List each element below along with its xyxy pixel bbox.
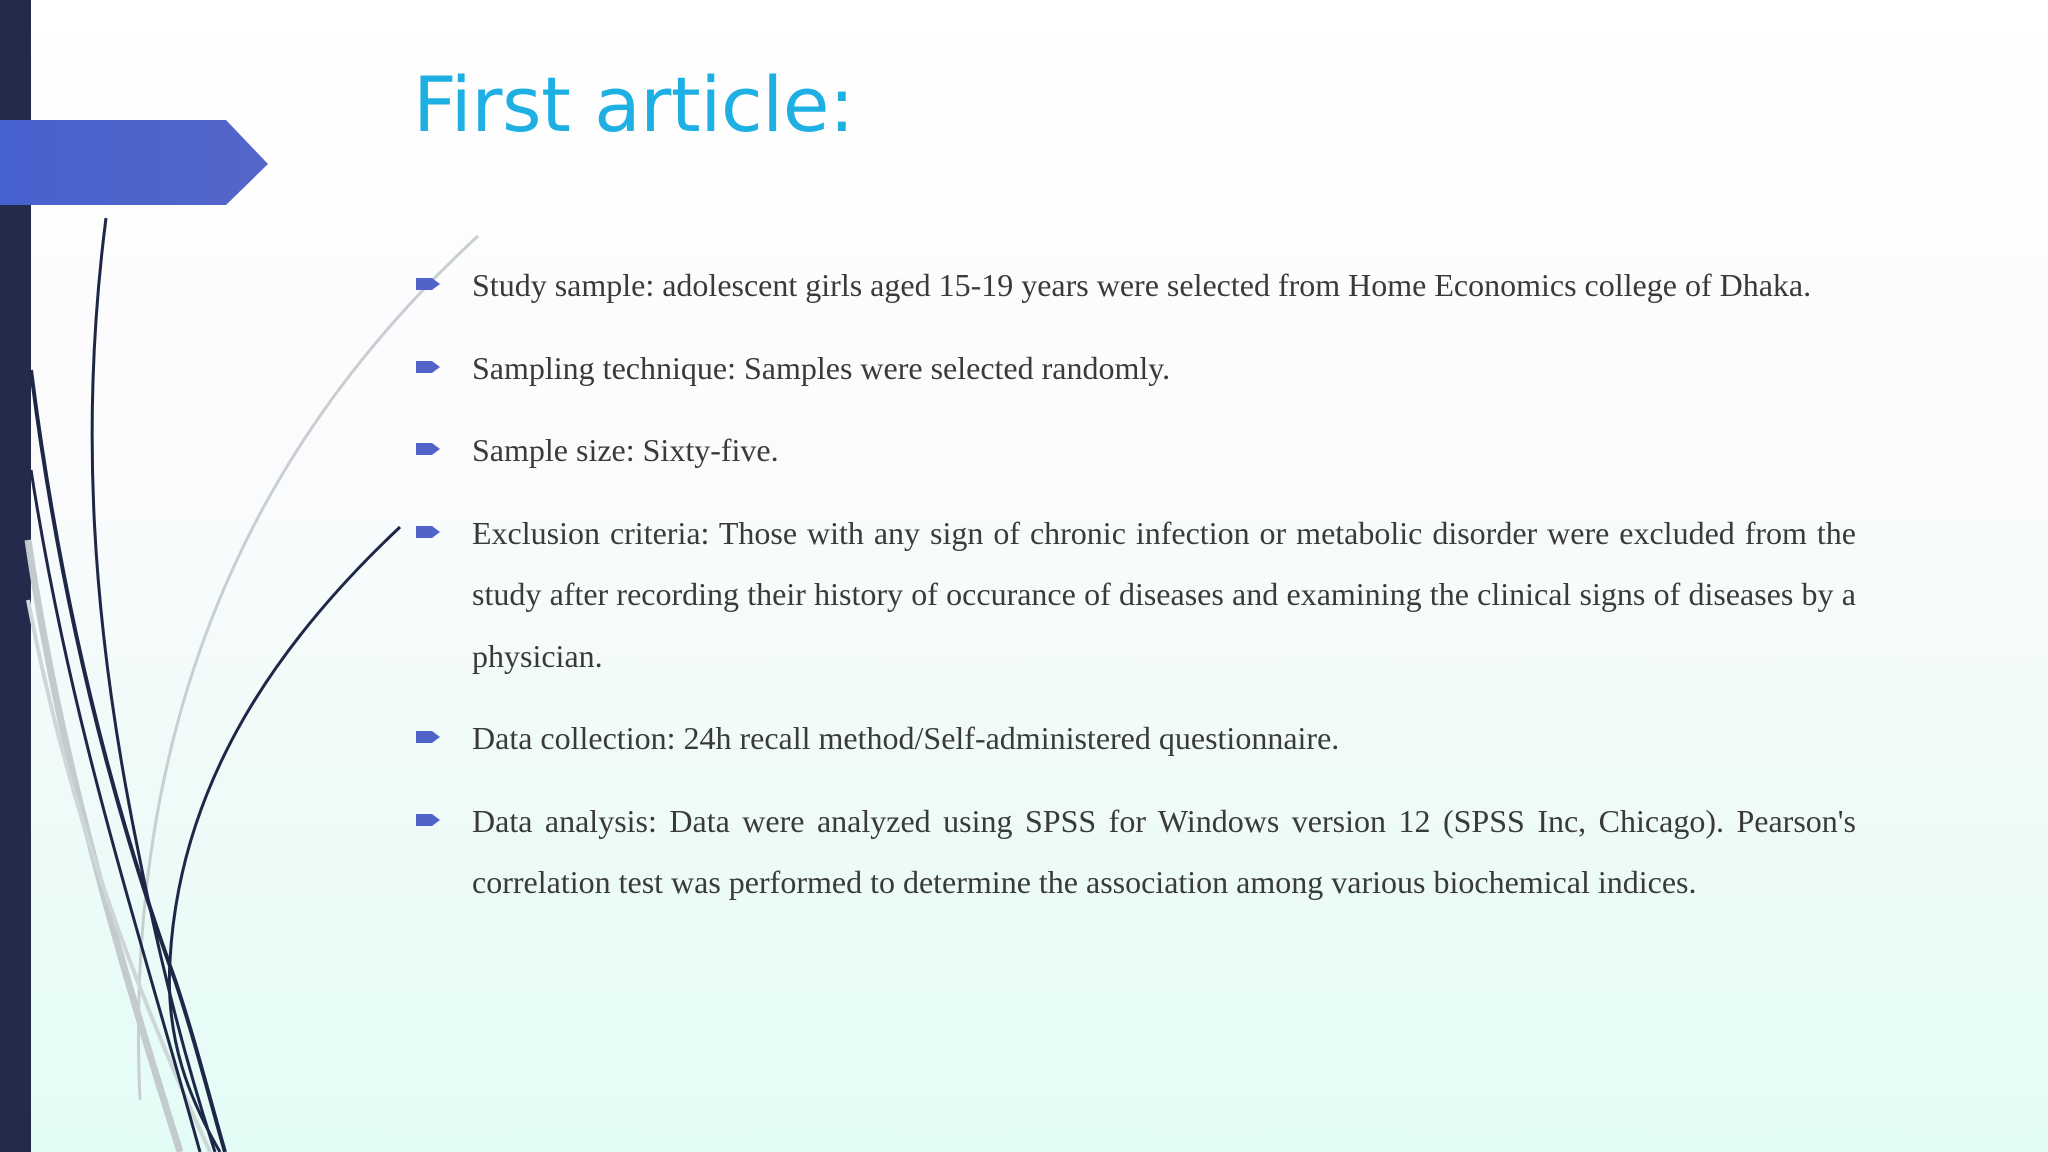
bullet-text: Exclusion criteria: Those with any sign of chronic infection or metabolic disorder were excluded from the study after recording their history of occurance of diseases and examining the clinical signs of diseases by a physician. <box>472 514 1856 674</box>
bullet-item <box>416 420 1856 482</box>
arrow-bullet-icon <box>416 276 440 292</box>
bullet-text: Data analysis: Data were analyzed using SPSS for Windows version 12 (SPSS Inc, Chicago). Pearson's correlation test was performed to determine the association among various biochemical indices. <box>472 802 1856 900</box>
arrow-bullet-icon <box>416 524 440 540</box>
bullet-list <box>416 255 1856 935</box>
bullet-item <box>416 503 1856 688</box>
bullet-item <box>416 791 1856 914</box>
bullet-text: Sample size: Sixty-five. <box>472 432 779 468</box>
bullet-item <box>416 708 1856 770</box>
bullet-text: Data collection: 24h recall method/Self-administered questionnaire. <box>472 720 1340 756</box>
bullet-item <box>416 338 1856 400</box>
arrow-bullet-icon <box>416 812 440 828</box>
bullet-text: Study sample: adolescent girls aged 15-19 years were selected from Home Economics college of Dhaka. <box>472 267 1812 303</box>
slide-title: First article: <box>413 60 855 149</box>
arrow-bullet-icon <box>416 729 440 745</box>
bullet-text: Sampling technique: Samples were selected randomly. <box>472 349 1171 386</box>
arrow-bullet-icon <box>416 359 440 375</box>
bullet-item <box>416 255 1856 317</box>
arrow-bullet-icon <box>416 441 440 457</box>
accent-banner-shape <box>0 120 268 205</box>
